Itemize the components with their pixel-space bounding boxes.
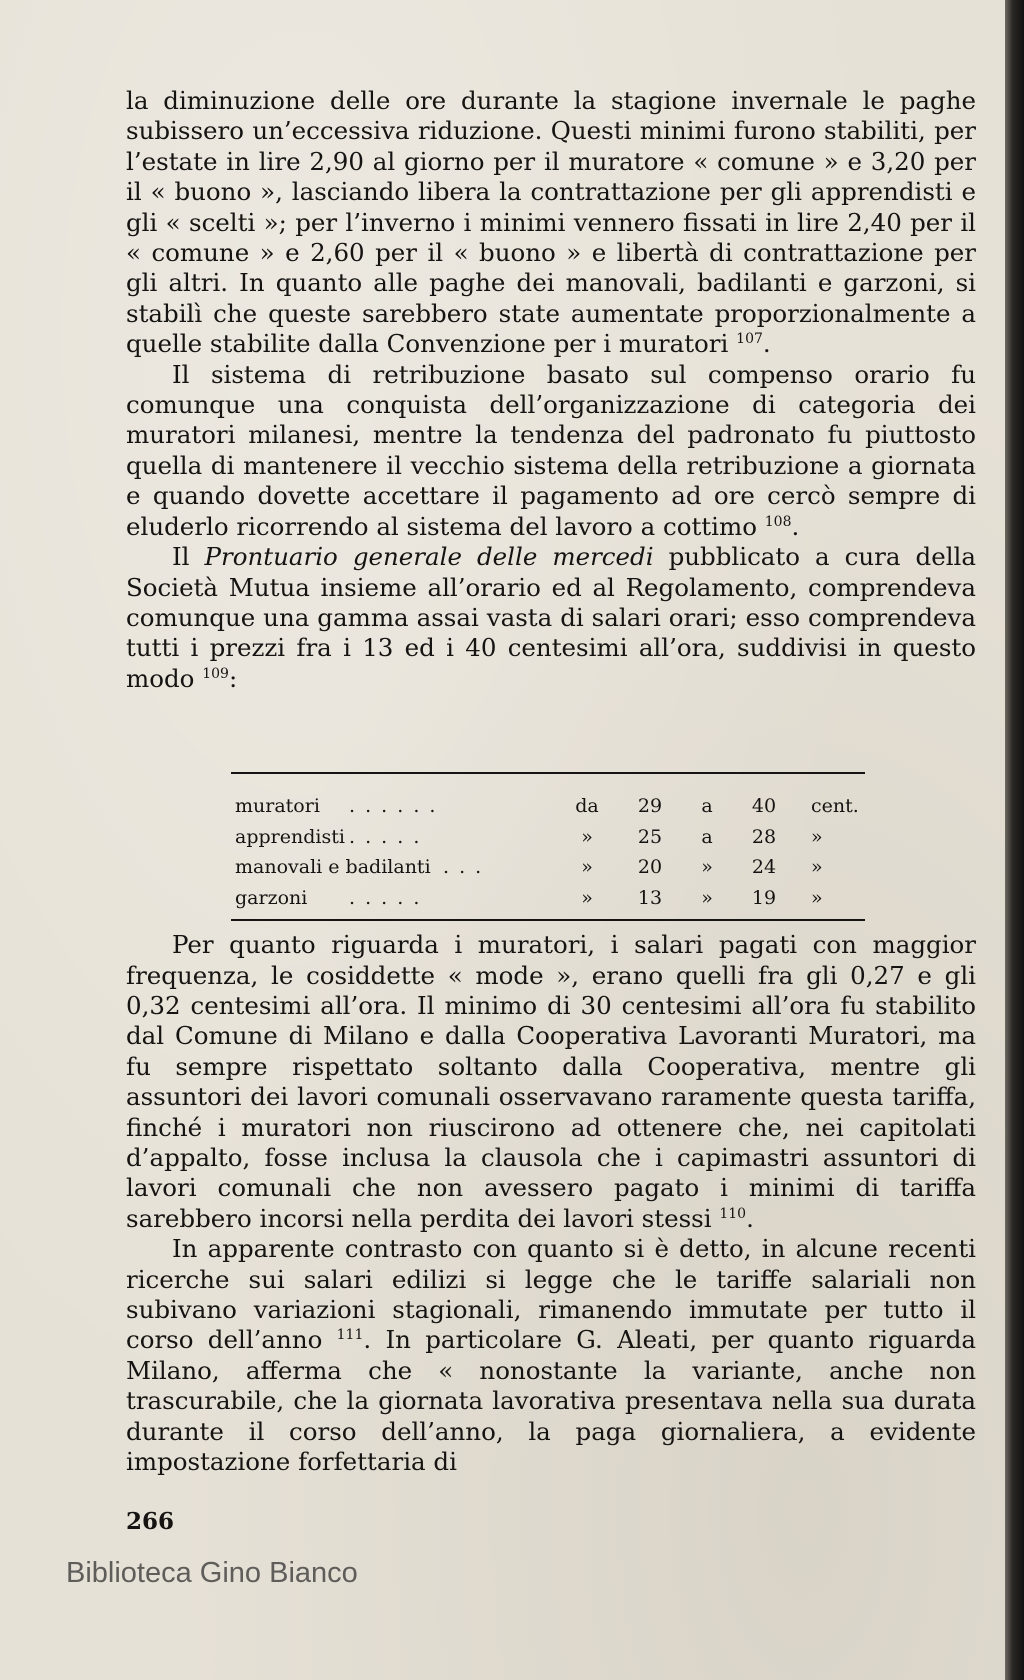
row-min: 13	[637, 886, 663, 909]
row-leader-dots: . . .	[443, 856, 484, 878]
paragraph-text: Il	[172, 542, 205, 572]
paragraph-text: :	[228, 663, 238, 693]
row-from: »	[581, 856, 593, 878]
paragraph-text: pubblicato a cura della Società Mutua insieme all’orario ed al Regolamento, comprendeva comunque una gamma assai vasta di salari orari; esso comprendeva tutti i prezzi fra i 13 ed i 40 centesimi all’ora, suddivisi in questo modo	[126, 542, 976, 693]
book-title: Prontuario generale delle mercedi	[204, 542, 654, 572]
row-to: a	[701, 795, 713, 817]
row-unit: »	[811, 825, 823, 848]
row-leader-dots: . . . . .	[349, 886, 422, 909]
row-max: 40	[751, 795, 777, 817]
paragraph-text: In apparente contrasto con quanto si è detto, in alcune recenti ricerche sui salari edilizi si legge che le tariffe salariali non subivano variazioni stagionali, rimanendo immutate per tutto il corso dell’anno	[126, 1234, 976, 1355]
paragraph-5	[126, 1234, 976, 1477]
library-watermark: Biblioteca Gino Bianco	[66, 1557, 358, 1589]
footnote-ref-111[interactable]: 111	[336, 1327, 364, 1344]
table-row	[231, 822, 865, 853]
wage-table	[231, 772, 865, 921]
row-from: »	[581, 825, 593, 848]
table-row	[231, 852, 865, 883]
paragraph-text: Il sistema di retribuzione basato sul compenso orario fu comunque una conquista dell’organizzazione di categoria dei muratori milanesi, mentre la tendenza del padronato fu piuttosto quella di mantenere il vecchio sistema della retribuzione a giornata e quando dovette accettare il pagamento ad ore cercò sempre di eluderlo ricorrendo al sistema del lavoro a cottimo	[126, 359, 976, 541]
paragraph-1	[126, 86, 976, 360]
row-from: »	[581, 886, 593, 909]
paragraph-text: la diminuzione delle ore durante la stagione invernale le paghe subissero un’eccessiva riduzione. Questi minimi furono stabiliti, per l’estate in lire 2,90 al giorno per il muratore « comune » e 3,20 per il « buono », lasciando libera la contrattazione per gli apprendisti e gli « scelti »; per l’inverno i minimi vennero fissati in lire 2,40 per il « comune » e 2,60 per il « buono » e libertà di contrattazione per gli altri. In quanto alle paghe dei manovali, badilanti e garzoni, si stabilì che queste sarebbero state aumentate proporzionalmente a quelle stabilite dalla Convenzione per i muratori	[126, 86, 976, 359]
row-max: 19	[751, 886, 777, 909]
row-to: a	[701, 825, 713, 848]
row-to: »	[701, 856, 713, 878]
row-unit: »	[811, 856, 823, 878]
row-to: »	[701, 886, 713, 909]
page-number: 266	[126, 1508, 175, 1535]
row-min: 25	[637, 825, 663, 848]
row-category: muratori	[235, 795, 320, 817]
paragraph-text: .	[762, 329, 771, 359]
paragraph-text: .	[791, 511, 800, 541]
row-category: garzoni	[235, 886, 308, 909]
row-category: apprendisti	[235, 825, 345, 848]
row-max: 28	[751, 825, 777, 848]
row-unit: »	[811, 886, 823, 909]
footnote-ref-108[interactable]: 108	[764, 513, 792, 530]
paragraph-text: . In particolare G. Aleati, per quanto riguarda Milano, afferma che « nonostante la variante, anche non trascurabile, che la giornata lavorativa presentava nella sua durata durante il corso dell’anno, la paga giornaliera, a evidente impostazione forfettaria di	[126, 1325, 976, 1477]
row-unit: cent.	[811, 795, 859, 817]
row-max: 24	[751, 856, 777, 878]
row-min: 29	[637, 795, 663, 817]
table-row	[231, 883, 865, 914]
row-leader-dots: . . . . . .	[349, 795, 438, 817]
paragraph-text: .	[746, 1203, 754, 1233]
footnote-ref-109[interactable]: 109	[202, 665, 229, 682]
footnote-ref-110[interactable]: 110	[719, 1205, 747, 1222]
paragraph-3	[126, 542, 976, 694]
paragraph-text: Per quanto riguarda i muratori, i salari pagati con maggior frequenza, le cosiddette « mode », erano quelli fra gli 0,27 e gli 0,32 centesimi all’ora. Il minimo di 30 centesimi all’ora fu stabilito dal Comune di Milano e dalla Cooperativa Lavoranti Muratori, ma fu sempre rispettato soltanto dalla Cooperativa, mentre gli assuntori dei lavori comunali osservavano raramente questa tariffa, finché i muratori non riuscirono ad ottenere che, nei capitolati d’appalto, fosse inclusa la clausola che i capimastri assuntori di lavori comunali che non avessero pagato i minimi di tariffa sarebbero incorsi nella perdita dei lavori stessi	[126, 930, 976, 1233]
row-from: da	[575, 795, 599, 817]
paragraph-4	[126, 930, 976, 1234]
book-spine-edge	[1005, 0, 1024, 1680]
table-row	[231, 791, 865, 822]
row-leader-dots: . . . . .	[349, 825, 422, 848]
row-min: 20	[637, 856, 663, 878]
paragraph-2	[126, 360, 976, 542]
footnote-ref-107[interactable]: 107	[736, 331, 763, 348]
row-category: manovali e badilanti	[235, 856, 431, 878]
